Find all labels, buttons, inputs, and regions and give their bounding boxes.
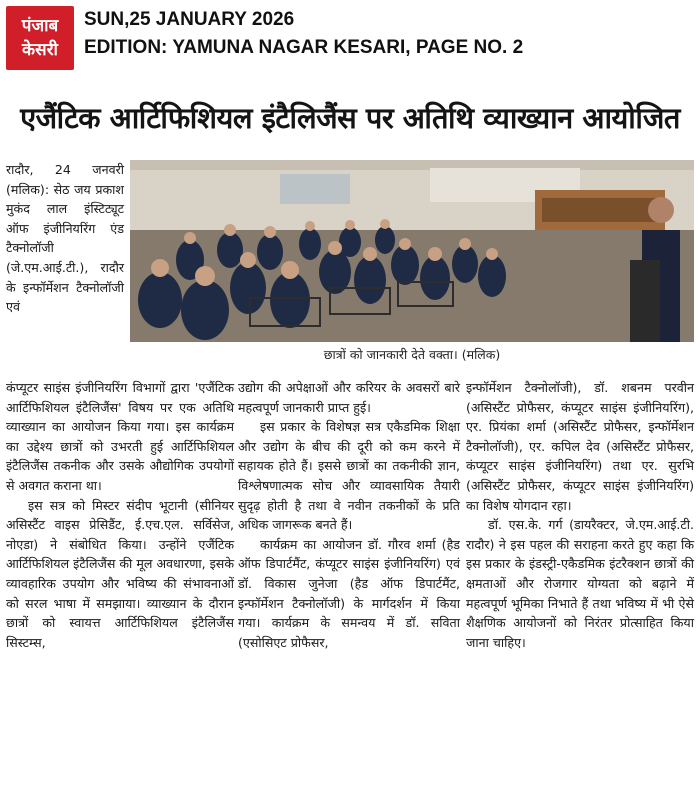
logo-line-1: पंजाब xyxy=(21,16,59,36)
publication-date: SUN,25 JANUARY 2026 xyxy=(84,9,295,30)
article-paragraph: इस सत्र को मिस्टर संदीप भूटानी (सीनियर असिस्टैंट वाइस प्रेसिडैंट, ई.एच.एल. सर्विसेज, नोएडा) ने संबोधित किया। उन्होंने एजैंटिक आर्टिफिशियल इंटैलिजैंस की मूल अवधारणा, इसके व्यावहारिक उपयोग और भविष्य की संभावनाओं को सरल भाषा में समझाया। व्याख्यान के दौरान छात्रों को स्वायत्त आर्टिफिशियल इंटैलिजैंस सिस्टम्स, xyxy=(6,497,234,650)
article-paragraph: इस प्रकार के विशेषज्ञ सत्र एकैडमिक शिक्षा और उद्योग के बीच की दूरी को कम करने में सहायक होते हैं। इससे छात्रों का तकनीकी ज्ञान, विश्लेषणात्मक सोच और व्यावसायिक तैयारी सुदृढ़ होती है तथा वे नवीन तकनीकों के प्रति अधिक जागरूक बनते हैं। xyxy=(238,419,460,533)
article-paragraph: उद्योग की अपेक्षाओं और करियर के अवसरों बारे महत्वपूर्ण जानकारी प्राप्त हुई। xyxy=(238,380,460,415)
punjab-kesari-logo xyxy=(6,6,74,70)
article-paragraph: इन्फॉर्मेशन टैक्नोलॉजी), डॉ. शबनम परवीन (असिस्टैंट प्रोफैसर, कंप्यूटर साइंस इंजीनियरिंग), एर. प्रियंका शर्मा (असिस्टैंट प्रोफैसर, इन्फॉर्मेशन टैक्नोलॉजी), एर. कपिल देव (असिस्टैंट प्रोफैसर, कंप्यूटर साइंस इंजीनियरिंग) तथा एर. सुरभि (असिस्टैंट प्रोफैसर, कंप्यूटर साइंस इंजीनियरिंग) का विशेष योगदान रहा। xyxy=(466,380,694,513)
article-column-1-top xyxy=(6,160,124,317)
article-column-3 xyxy=(466,378,694,652)
edition-meta xyxy=(84,6,523,62)
masthead xyxy=(0,0,700,76)
photo-caption: छात्रों को जानकारी देते वक्ता। (मलिक) xyxy=(323,347,501,362)
article-paragraph: डॉ. एस.के. गर्ग (डायरैक्टर, जे.एम.आई.टी. रादौर) ने इस पहल की सराहना करते हुए कहा कि इस प्रकार के इंडस्ट्री-एकैडमिक इंटरैक्शन छात्रों की क्षमताओं और रोजगार योग्यता को बढ़ाने में महत्वपूर्ण भूमिका निभाते हैं तथा भविष्य में भी ऐसे शैक्षणिक आयोजनों को निरंतर प्रोत्साहित किया जाना चाहिए। xyxy=(466,517,694,650)
article-headline: एजैंटिक आर्टिफिशियल इंटैलिजैंस पर अतिथि व्याख्यान आयोजित xyxy=(20,100,680,135)
article-column-1 xyxy=(6,378,234,652)
article-paragraph: कंप्यूटर साइंस इंजीनियरिंग विभागों द्वारा 'एजैंटिक आर्टिफिशियल इंटैलिजैंस' विषय पर एक अतिथि व्याख्यान का आयोजन किया गया। इस कार्यक्रम का उद्देश्य छात्रों को उभरती हुई आर्टिफिशियल इंटैलिजैंस तकनीक और उसके औद्योगिक उपयोगों से अवगत कराना था। xyxy=(6,380,234,493)
logo-line-2: केसरी xyxy=(22,40,58,60)
edition-info: EDITION: YAMUNA NAGAR KESARI, PAGE NO. 2 xyxy=(84,37,524,58)
classroom-illustration xyxy=(130,160,694,342)
lecture-photo xyxy=(130,160,694,342)
article-paragraph: कार्यक्रम का आयोजन डॉ. गौरव शर्मा (हैड ऑफ डिपार्टमैंट, कंप्यूटर साइंस इंजीनियरिंग) एवं डॉ. विकास जुनेजा (हैड ऑफ डिपार्टमैंट, इन्फॉर्मेशन टैक्नोलॉजी) के मार्गदर्शन में किया गया। कार्यक्रम के समन्वय में डॉ. सविता (एसोसिएट प्रोफैसर, xyxy=(238,536,460,650)
dateline-paragraph: रादौर, 24 जनवरी (मलिक): सेठ जय प्रकाश मुकंद लाल इंस्टिट्यूट ऑफ इंजीनियरिंग एंड टैक्नोलॉजी (जे.एम.आई.टी.), रादौर के इन्फॉर्मेशन टैक्नोलॉजी एवं xyxy=(6,162,124,315)
article-column-2 xyxy=(238,378,460,652)
